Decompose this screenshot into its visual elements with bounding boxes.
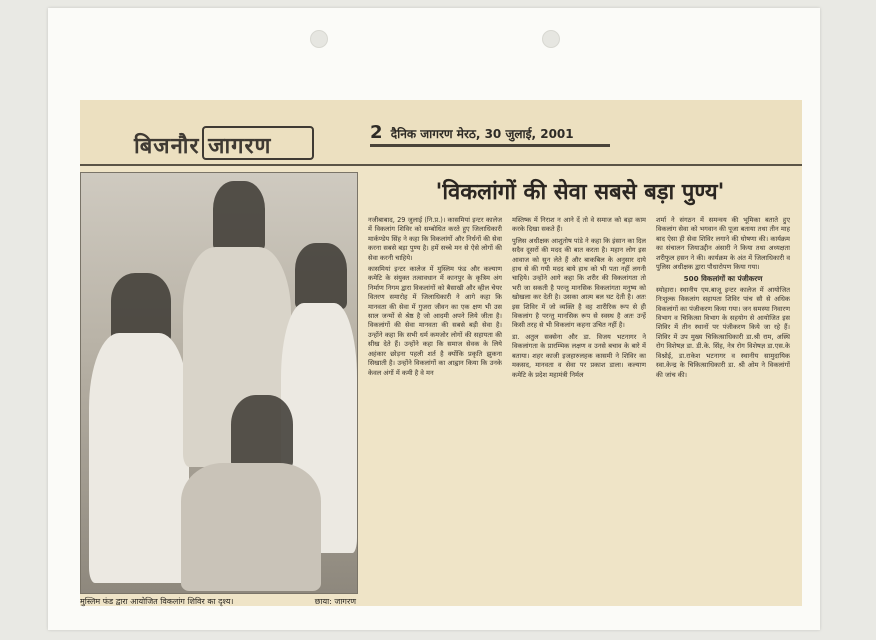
photo-figure (213, 181, 265, 251)
article-column-2 (512, 216, 646, 552)
masthead-rule (370, 144, 610, 147)
paragraph: नजीबाबाद, 29 जुलाई (नि.प्र.)। कासमियां इन्टर कालेज में विकलांग शिविर को सम्बोधित करते हुए जिलाधिकारी मार्कण्डेय सिंह ने कहा कि विकलांगों और निर्धनों की सेवा करना सबसे बड़ा पुण्य है। हमें सच्चे मन से ऐसे लोगों की सेवा करनी चाहिये। (368, 216, 502, 262)
photo-figure (231, 395, 293, 469)
punch-hole (310, 30, 328, 48)
paragraph: डा. अतुल सक्सेना और डा. विजय भटनागर ने विकलांगता के प्रारम्भिक लक्षण व उनसे बचाव के बारे में बताया। शहर काजी इजहारुलहक कासमी ने शिविर का मकसद, मानवता व सेवा पर प्रकाश डाला। कल्याण कमेटि के प्रदेश महामंत्री निर्मल (512, 332, 646, 379)
photo-caption (80, 596, 356, 607)
article-column-1 (368, 216, 502, 552)
paragraph: पुलिस अधीक्षक आशुतोष पांडे ने कहा कि इंसान का दिल सदैव दूसरों की मदद की बात करता है। महान लोग इस आवाज को सुन लेते हैं और बाकबिल के अनुसार दाये हाथ से की गयी मदद बाये हाथ को भी पता नहीं लगनी चाहिये। उन्होंने आगे कहा कि शरीर की विकलांगता तो भरी जा सकती है परन्तु मानसिक विकलांगता मनुष्य को खोखला कर देती है। उसका आत्म बल घट देती है। अतः इस शिविर में जो व्यक्ति है वह शारीरिक रूप से ही विकलांग है परन्तु मानसिक रूप से स्वस्थ है अतः उन्हें किसी तरह से भी विकलांग कहना उचित नहीं है। (512, 236, 646, 330)
newspaper-clipping (80, 100, 802, 606)
dateline (370, 122, 574, 143)
caption-text: मुस्लिम फंड द्वारा आयोजित विकलांग शिविर का दृश्य। (80, 597, 234, 606)
photo-figure (89, 333, 189, 583)
photo-figure (181, 463, 321, 591)
paragraph: स्योहारा। स्थानीय एम.बाजू इन्टर कालेज में आयोजित निःशुल्क विकलांग सहायता शिविर पांच सौ से अधिक विकलांगों का पंजीकरण किया गया। जन समस्या निवारण विभाग व चिकित्सा विभाग के सहयोग से आयोजित इस शिविर में तीन स्थानों पर पंजीकरण किये जा रहे हैं। शिविर में उप मुख्य चिकित्साधिकारी डा.श्री राम, अस्थि रोग विशेषज्ञ डा. डी.के. सिंह, नेत्र रोग विशेषज्ञ डा.एस.के विश्नोई, डा.राकेश भटनागर व स्थानीय सामुदायिक स्वा.केन्द्र के चिकित्साधिकारी डा. श्री ओम ने विकलांगों की जांच की। (656, 285, 790, 379)
section-subhead: 500 विकलांगों का पंजीकरण (683, 274, 763, 284)
punch-hole (542, 30, 560, 48)
photo-figure (295, 243, 347, 309)
paragraph: कासमियां इन्टर कालेज में मुस्लिम फंड और कल्याण कमेटि के संयुक्त तत्वावधान में कानपुर के कृत्रिम अंग निर्माण निगम द्वारा विकलांगों को बैसाखी और व्हील चेयर वितरण समारोह में जिलाधिकारी ने आगे कहा कि मानवता की सेवा में गुजरा जीवन का एक क्षण भी उस साल जन्मों से श्रेष्ठ है जो आदमी अपने लिये जीता है। विकलांगों की सेवा मानवता की सबसे बड़ी सेवा है। उन्होंने कहा कि सभी धर्म कमजोर लोगों की सहायता की सीख देते हैं। उन्होंने कहा कि समाज सेवक के लिये अहंकार छोड़ना पहली शर्त है क्योंकि प्रकृति झुकना सिखाती है। उन्होंने विकलांगों का आह्वान किया कि उनके केवल अंगों में कमी है वे मन (368, 265, 502, 377)
paragraph: मस्तिष्क में निराश न आने दें तो वे समाज को बड़ा काम करके दिखा सकते हैं। (512, 216, 646, 234)
page-number: 2 (370, 122, 383, 143)
article-column-3 (656, 216, 790, 552)
article-body (368, 216, 796, 556)
paragraph: शर्मा ने संगठन में समन्वय की भूमिका बताते हुए विकलांग सेवा को भगवान की पूजा बताया तथा तीन माह बाद ऐसा ही सेवा शिविर लगाने की घोषणा की। कार्यक्रम का संचालन जियाउद्दीन अंसारी ने किया तथा अध्यक्षता शरीफुल हसन ने की। कार्यक्रम के अंत में जिलाधिकारी व पुलिस अधीक्षक द्वारा पौधारोपण किया गया। (656, 216, 790, 272)
news-photo (80, 172, 358, 594)
photo-credit: छाया: जागरण (314, 597, 356, 606)
article-headline: 'विकलांगों की सेवा सबसे बड़ा पुण्य' (435, 180, 725, 205)
masthead (80, 100, 802, 166)
brand-title: बिजनौर जागरण (134, 134, 272, 159)
date-text: दैनिक जागरण मेरठ, 30 जुलाई, 2001 (390, 127, 574, 141)
